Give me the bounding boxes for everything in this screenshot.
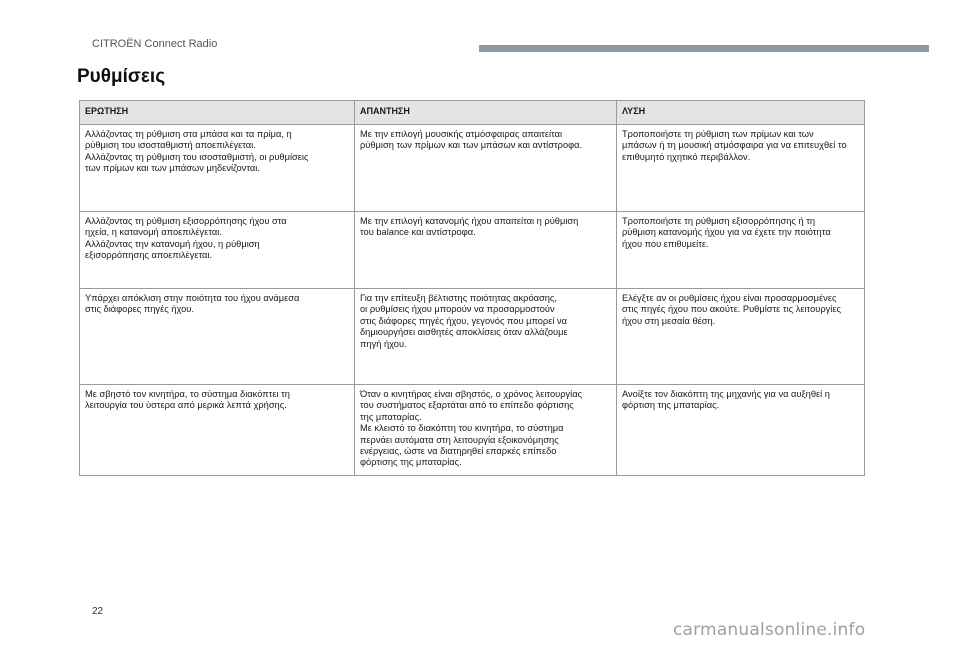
solution-text: Ελέγξτε αν οι ρυθμίσεις ήχου είναι προσαρμοσμένες στις πηγές ήχου που ακούτε. Ρυθμίστε τις λειτουργίες ήχου στη μεσαία θέση. bbox=[622, 293, 841, 326]
question-text: Με σβηστό τον κινητήρα, το σύστημα διακόπτει τη λειτουργία του ύστερα από μερικά λεπτά χρήσης. bbox=[85, 389, 290, 411]
question-cell bbox=[80, 212, 355, 289]
faq-table bbox=[79, 100, 865, 476]
solution-text: Ανοίξτε τον διακόπτη της μηχανής για να αυξηθεί η φόρτιση της μπαταρίας. bbox=[622, 389, 830, 411]
table-header-row bbox=[80, 101, 865, 125]
solution-text: Τροποποιήστε τη ρύθμιση εξισορρόπησης ή τη ρύθμιση κατανομής ήχου για να έχετε την ποιότητα ήχου που επιθυμείτε. bbox=[622, 216, 831, 249]
answer-cell bbox=[355, 289, 617, 385]
answer-text: Όταν ο κινητήρας είναι σβηστός, ο χρόνος λειτουργίας του συστήματος εξαρτάται από το επίπεδο φόρτισης της μπαταρίας. Με κλειστό το διακόπτη του κινητήρα, το σύστημα περνάει αυτόματα στη λειτουργία εξοικονόμησης ενέργειας, ώστε να διατηρηθεί επαρκές επίπεδο φόρτισης της μπαταρίας. bbox=[360, 389, 583, 468]
question-text: Υπάρχει απόκλιση στην ποιότητα του ήχου ανάμεσα στις διάφορες πηγές ήχου. bbox=[85, 293, 300, 315]
table-row bbox=[80, 125, 865, 212]
question-text: Αλλάζοντας τη ρύθμιση στα μπάσα και τα πρίμα, η ρύθμιση του ισοσταθμιστή αποεπιλέγεται. Αλλάζοντας τη ρύθμιση του ισοσταθμιστή, οι ρυθμίσεις των πρίμων και των μπάσων μηδενίζονται. bbox=[85, 129, 309, 174]
answer-cell bbox=[355, 212, 617, 289]
page-title: Ρυθμίσεις bbox=[77, 66, 166, 87]
answer-text: Με την επιλογή μουσικής ατμόσφαιρας απαιτείται ρύθμιση των πρίμων και των μπάσων και αντίστροφα. bbox=[360, 129, 583, 151]
answer-text: Για την επίτευξη βέλτιστης ποιότητας ακρόασης, οι ρυθμίσεις ήχου μπορούν να προσαρμοστούν στις διάφορες πηγές ήχου, γεγονός που μπορεί να δημιουργήσει αισθητές αποκλίσεις όταν αλλάζουμε πηγή ήχου. bbox=[360, 293, 568, 349]
answer-cell bbox=[355, 125, 617, 212]
page-number: 22 bbox=[92, 606, 104, 617]
header-rule bbox=[479, 45, 929, 52]
question-cell bbox=[80, 125, 355, 212]
table-row bbox=[80, 289, 865, 385]
question-text: Αλλάζοντας τη ρύθμιση εξισορρόπησης ήχου στα ηχεία, η κατανομή αποεπιλέγεται. Αλλάζοντας την κατανομή ήχου, η ρύθμιση εξισορρόπησης αποεπιλέγεται. bbox=[85, 216, 287, 261]
question-cell bbox=[80, 289, 355, 385]
column-header-answer: ΑΠΑΝΤΗΣΗ bbox=[355, 101, 617, 125]
answer-cell bbox=[355, 385, 617, 476]
solution-cell bbox=[617, 212, 865, 289]
column-header-solution: ΛΥΣΗ bbox=[617, 101, 865, 125]
column-header-question: ΕΡΩΤΗΣΗ bbox=[80, 101, 355, 125]
table-row bbox=[80, 212, 865, 289]
solution-cell bbox=[617, 385, 865, 476]
answer-text: Με την επιλογή κατανομής ήχου απαιτείται η ρύθμιση του balance και αντίστροφα. bbox=[360, 216, 579, 238]
solution-text: Τροποποιήστε τη ρύθμιση των πρίμων και των μπάσων ή τη μουσική ατμόσφαιρα για να επιτευχθεί το επιθυμητό ηχητικό περιβάλλον. bbox=[622, 129, 847, 162]
header-brand: CITROËN Connect Radio bbox=[92, 38, 218, 50]
solution-cell bbox=[617, 125, 865, 212]
solution-cell bbox=[617, 289, 865, 385]
question-cell bbox=[80, 385, 355, 476]
table-row bbox=[80, 385, 865, 476]
watermark: carmanualsonline.info bbox=[673, 620, 866, 640]
